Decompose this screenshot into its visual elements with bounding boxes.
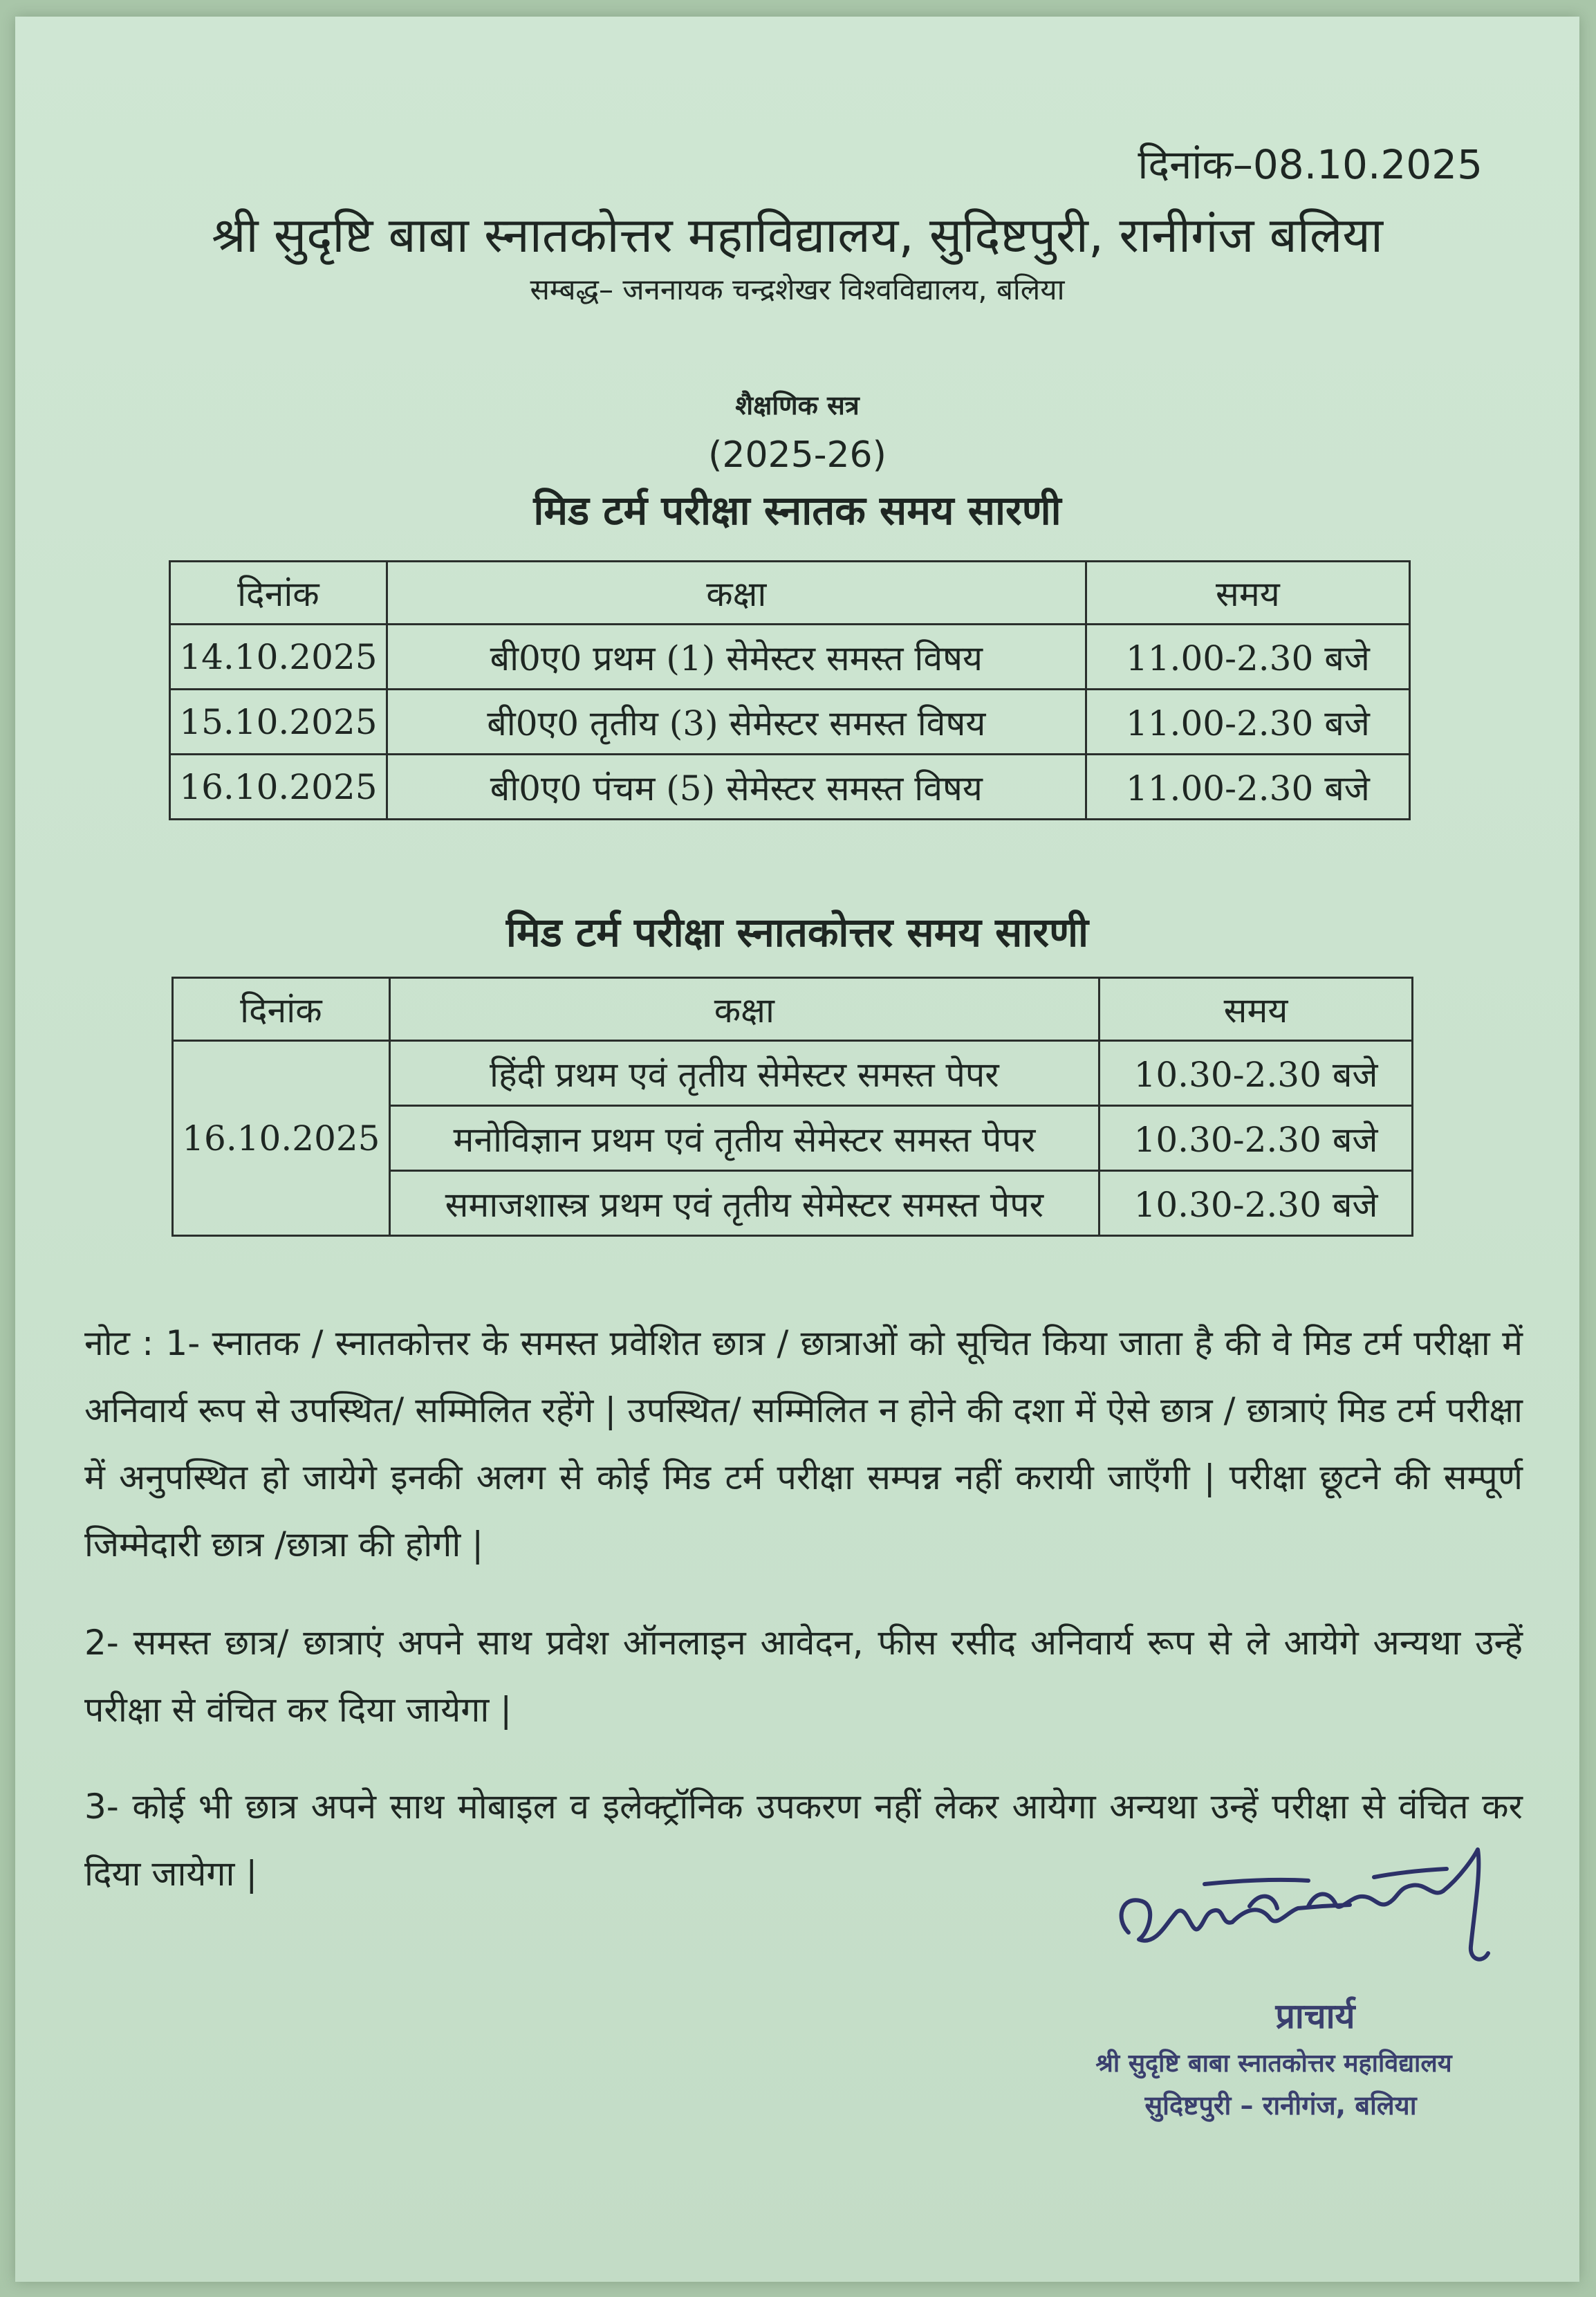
column-header-class: कक्षा xyxy=(389,978,1099,1041)
cell-time: 10.30-2.30 बजे xyxy=(1099,1106,1413,1171)
cell-time: 10.30-2.30 बजे xyxy=(1099,1171,1413,1236)
cell-time: 11.00-2.30 बजे xyxy=(1086,625,1409,690)
note-1: नोट : 1- स्नातक / स्नातकोत्तर के समस्त प्रवेशित छात्र / छात्राओं को सूचित किया जाता है की वे मिड टर्म परीक्षा में अनिवार्य रूप से उपस्थित/ सम्मिलित रहेंगे | उपस्थित/ सम्मिलित न होने की दशा में ऐसे छात्र / छात्राएं मिड टर्म परीक्षा में अनुपस्थित हो जायेगे इनकी अलग से कोई मिड टर्म परीक्षा सम्पन्न नहीं करायी जाएँगी | परीक्षा छूटने की सम्पूर्ण जिम्मेदारी छात्र /छात्रा की होगी | xyxy=(84,1323,1523,1565)
cell-class: मनोविज्ञान प्रथम एवं तृतीय सेमेस्टर समस्त पेपर xyxy=(389,1106,1099,1171)
note-3: 3- कोई भी छात्र अपने साथ मोबाइल व इलेक्ट्रॉनिक उपकरण नहीं लेकर आयेगा अन्यथा उन्हें परीक्षा से वंचित कर दिया जायेगा | xyxy=(84,1787,1523,1894)
column-header-date: दिनांक xyxy=(170,562,387,625)
table-header-row xyxy=(170,562,1410,625)
column-header-time: समय xyxy=(1099,978,1413,1041)
cell-date: 16.10.2025 xyxy=(173,1041,390,1236)
cell-date: 15.10.2025 xyxy=(170,690,387,755)
ug-schedule-table xyxy=(169,560,1411,820)
table-row xyxy=(170,625,1410,690)
table-row xyxy=(173,1041,1413,1106)
cell-class: बी0ए0 तृतीय (3) सेमेस्टर समस्त विषय xyxy=(387,690,1086,755)
cell-time: 10.30-2.30 बजे xyxy=(1099,1041,1413,1106)
college-name: श्री सुदृष्टि बाबा स्नातकोत्तर महाविद्यालय, सुदिष्टपुरी, रानीगंज बलिया xyxy=(211,207,1384,264)
stamp-title: प्राचार्य xyxy=(1275,1996,1355,2036)
cell-time: 11.00-2.30 बजे xyxy=(1086,690,1409,755)
stamp-college: श्री सुदृष्टि बाबा स्नातकोत्तर महाविद्यालय xyxy=(1095,2049,1452,2078)
cell-class: समाजशास्त्र प्रथम एवं तृतीय सेमेस्टर समस्त पेपर xyxy=(389,1171,1099,1236)
principal-signature xyxy=(1101,1843,1516,2002)
cell-date: 14.10.2025 xyxy=(170,625,387,690)
table-header-row xyxy=(173,978,1413,1041)
column-header-date: दिनांक xyxy=(173,978,390,1041)
cell-class: बी0ए0 पंचम (5) सेमेस्टर समस्त विषय xyxy=(387,755,1086,820)
column-header-class: कक्षा xyxy=(387,562,1086,625)
stamp-address: सुदिष्टपुरी – रानीगंज, बलिया xyxy=(1144,2090,1417,2121)
ug-schedule-heading: मिड टर्म परीक्षा स्नातक समय सारणी xyxy=(533,487,1061,534)
note-2: 2- समस्त छात्र/ छात्राएं अपने साथ प्रवेश ऑनलाइन आवेदन, फीस रसीद अनिवार्य रूप से ले आयेगे अन्यथा उन्हें परीक्षा से वंचित कर दिया जायेगा | xyxy=(84,1623,1523,1730)
cell-time: 11.00-2.30 बजे xyxy=(1086,755,1409,820)
pg-schedule-table xyxy=(171,977,1413,1237)
pg-schedule-heading: मिड टर्म परीक्षा स्नातकोत्तर समय सारणी xyxy=(505,909,1089,956)
session-label: शैक्षणिक सत्र xyxy=(735,390,860,421)
table-row xyxy=(170,755,1410,820)
column-header-time: समय xyxy=(1086,562,1409,625)
notice-paper xyxy=(15,17,1579,2282)
cell-date: 16.10.2025 xyxy=(170,755,387,820)
cell-class: हिंदी प्रथम एवं तृतीय सेमेस्टर समस्त पेपर xyxy=(389,1041,1099,1106)
affiliation: सम्बद्ध– जननायक चन्द्रशेखर विश्वविद्यालय, बलिया xyxy=(530,273,1065,306)
cell-class: बी0ए0 प्रथम (1) सेमेस्टर समस्त विषय xyxy=(387,625,1086,690)
session-years: (2025-26) xyxy=(708,434,887,476)
table-row xyxy=(170,690,1410,755)
notice-date: दिनांक–08.10.2025 xyxy=(1138,141,1483,188)
